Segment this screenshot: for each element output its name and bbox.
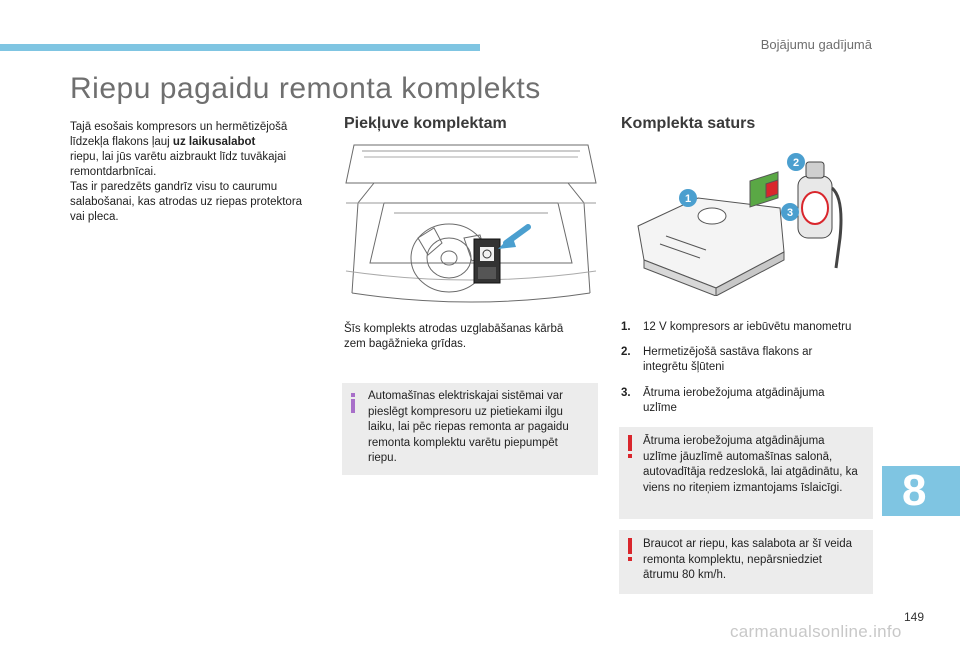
warning-line: ātrumu 80 km/h. bbox=[643, 569, 727, 581]
intro-line: salabošanai, kas atrodas uz riepas protektora bbox=[70, 196, 303, 208]
caption-line: Šīs komplekts atrodas uzglabāšanas kārbā bbox=[344, 323, 564, 335]
intro-line: vai pleca. bbox=[70, 211, 119, 223]
page-number: 149 bbox=[903, 610, 924, 624]
list-item-number: 1. bbox=[621, 321, 631, 333]
info-line: Automašīnas elektriskajai sistēmai var bbox=[368, 390, 563, 402]
list-item-line: Hermetizējošā sastāva flakons ar bbox=[643, 346, 813, 358]
list-item bbox=[621, 345, 871, 375]
list-item-line: integrētu šļūteni bbox=[643, 361, 725, 373]
warning-line: remonta komplektu, nepārsniedziet bbox=[643, 553, 822, 566]
info-box bbox=[342, 383, 598, 475]
list-item-line: uzlīme bbox=[643, 402, 677, 414]
intro-bold-text: uz laikusalabot bbox=[172, 136, 256, 148]
list-item bbox=[621, 320, 871, 335]
intro-line: remontdarbnīcai. bbox=[70, 166, 157, 178]
watermark: carmanualsonline.info bbox=[730, 622, 902, 641]
caption-line: zem bagāžnieka grīdas. bbox=[344, 338, 467, 350]
header-accent-bar bbox=[0, 44, 480, 51]
info-line: riepu. bbox=[368, 452, 397, 464]
access-heading: Piekļuve komplektam bbox=[344, 115, 507, 132]
warning-line: Ātruma ierobežojuma atgādinājuma bbox=[643, 435, 825, 447]
trunk-illustration bbox=[344, 143, 598, 313]
warning-icon bbox=[626, 435, 634, 459]
list-item-text bbox=[643, 345, 871, 375]
section-title: Bojājumu gadījumā bbox=[760, 37, 872, 52]
intro-text bbox=[70, 120, 325, 225]
warning-icon bbox=[626, 538, 634, 562]
list-item bbox=[621, 386, 871, 416]
callout-2-label: 2 bbox=[792, 157, 800, 169]
list-item-text bbox=[643, 386, 871, 416]
callout-3-label: 3 bbox=[786, 207, 794, 219]
list-item-text: 12 V kompresors ar iebūvētu manometru bbox=[643, 321, 852, 333]
warning-line: viens no riteņiem izmantojams īslaicīgi. bbox=[643, 481, 843, 494]
callout-3 bbox=[781, 203, 799, 221]
warning-line: uzlīme jāuzlīmē automašīnas salonā, bbox=[643, 450, 833, 463]
info-line: laiku, lai pēc riepas remonta ar pagaidu bbox=[368, 421, 569, 433]
callout-2 bbox=[787, 153, 805, 171]
warning-line: autovadītāja redzeslokā, lai atgādinātu, ka bbox=[643, 466, 858, 478]
callout-1 bbox=[679, 189, 697, 207]
chapter-tab bbox=[882, 466, 960, 516]
intro-line: Tas ir paredzēts gandrīz visu to caurumu bbox=[70, 181, 278, 193]
intro-line-text: līdzekļa flakons ļauj bbox=[70, 136, 173, 148]
page-title: Riepu pagaidu remonta komplekts bbox=[70, 72, 541, 105]
callout-1-label: 1 bbox=[684, 193, 692, 205]
intro-line: Tajā esošais kompresors un hermētizējošā bbox=[70, 121, 288, 133]
info-line: remonta komplektu varētu piepumpēt bbox=[368, 436, 558, 449]
warning-line: Braucot ar riepu, kas salabota ar šī veida bbox=[643, 538, 853, 550]
access-caption bbox=[344, 322, 594, 352]
chapter-number: 8 bbox=[902, 466, 927, 515]
info-line: pieslēgt kompresoru uz pietiekami ilgu bbox=[368, 405, 563, 418]
repair-kit-illustration bbox=[630, 148, 850, 296]
list-item-number: 3. bbox=[621, 387, 631, 399]
info-icon bbox=[350, 393, 356, 413]
list-item-line: Ātruma ierobežojuma atgādinājuma bbox=[643, 387, 825, 399]
intro-line bbox=[70, 135, 325, 150]
warning-box-speed bbox=[619, 530, 873, 594]
intro-line: riepu, lai jūs varētu aizbraukt līdz tuvākajai bbox=[70, 151, 287, 163]
contents-heading: Komplekta saturs bbox=[621, 115, 756, 132]
warning-box-sticker bbox=[619, 427, 873, 519]
list-item-number: 2. bbox=[621, 346, 631, 358]
